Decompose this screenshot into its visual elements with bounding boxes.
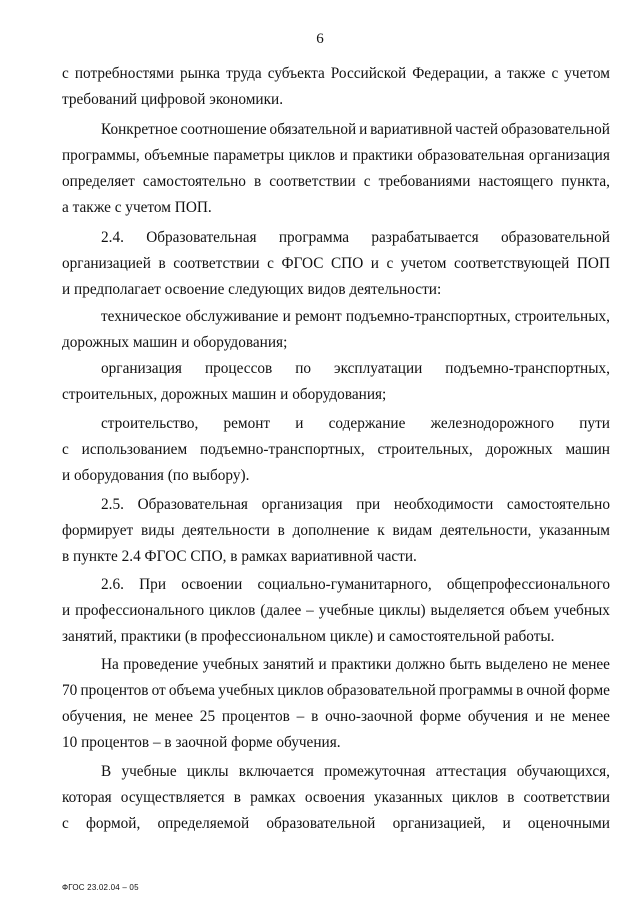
text-line: и предполагает освоение следующих видов деятельности: (62, 281, 442, 298)
word: образовательной (266, 815, 376, 832)
word: образовательной (500, 121, 610, 138)
word: и (359, 121, 368, 138)
text-line (101, 576, 610, 594)
word: процентов (221, 708, 290, 725)
word: самостоятельно (506, 496, 610, 513)
word: организацией (62, 255, 151, 272)
word: с (386, 255, 394, 272)
word: циклов (277, 682, 324, 699)
word: строительных, (514, 308, 610, 325)
word: ремонт (223, 415, 271, 432)
word: занятий (263, 656, 315, 673)
word: образовательная (417, 147, 525, 164)
word: Образовательная (146, 229, 257, 246)
word: образовательной (500, 229, 610, 246)
text-line: 10 процентов – в заочной форме обучения. (62, 734, 341, 751)
text-line (101, 229, 610, 247)
text-line (101, 763, 610, 781)
word: обслуживание (185, 308, 279, 325)
word: указанных (373, 789, 443, 806)
word: должно (395, 656, 446, 673)
word: формой, (86, 815, 141, 832)
word: объема (168, 682, 216, 699)
word: Конкретное (101, 121, 178, 138)
word: освоения (304, 789, 365, 806)
document-footer-code: ФГОС 23.02.04 – 05 (62, 883, 139, 892)
word: подъемно-транспортных, (200, 441, 365, 458)
word: труда (226, 65, 262, 82)
word: учебные (121, 763, 177, 780)
word: пункта, (561, 173, 610, 190)
word: программа (278, 229, 350, 246)
word: и (318, 656, 327, 673)
word: выделяется (430, 602, 505, 619)
word: не (133, 708, 148, 725)
word: 2.5. (101, 496, 124, 513)
word: – (296, 708, 305, 725)
word: образовательной (326, 682, 436, 699)
word: 25 (199, 708, 216, 725)
word: – (306, 602, 314, 619)
word: включается (238, 763, 314, 780)
word: менее (571, 656, 610, 673)
text-line (101, 360, 610, 378)
text-line (101, 308, 610, 326)
word: обязательной (269, 121, 357, 138)
word: циклов (451, 789, 499, 806)
word: дополнение (292, 522, 370, 539)
word: быть (449, 656, 482, 673)
word: программы (439, 682, 513, 699)
word: объемные (144, 147, 209, 164)
word: форме (568, 682, 610, 699)
word: аттестация (435, 763, 507, 780)
word: рамках (250, 789, 296, 806)
word: Образовательная (137, 496, 248, 513)
word: ремонт (295, 308, 342, 325)
word: подъемно-транспортных, (345, 308, 511, 325)
word: соответствии (523, 789, 610, 806)
word: требованиями (378, 173, 471, 190)
word: а (494, 65, 502, 82)
word: соответствии (269, 173, 356, 190)
text-line (62, 65, 610, 83)
word: строительство, (101, 415, 199, 432)
word: На (101, 656, 119, 673)
word: соответствующей (453, 255, 570, 272)
word: не (549, 708, 565, 725)
word: разрабатывается (371, 229, 479, 246)
word: обучения, (62, 708, 127, 725)
word: субъекта (267, 65, 325, 82)
word: в (158, 255, 166, 272)
word: определяемой (157, 815, 250, 832)
word: менее (154, 708, 194, 725)
text-line (62, 255, 610, 273)
word: и (339, 147, 348, 164)
text-line (101, 496, 610, 514)
word: соответствии (173, 255, 260, 272)
text-line (62, 522, 610, 540)
word: с (267, 255, 274, 272)
word: указанным (539, 522, 610, 539)
text-line: требований цифровой экономики. (62, 91, 284, 108)
word: 2.6. (101, 576, 124, 593)
word: организация (528, 147, 610, 164)
word: деятельности (182, 522, 270, 539)
word: проведение (123, 656, 199, 673)
word: учетом (564, 65, 610, 82)
word: самостоятельно (142, 173, 246, 190)
word: эксплуатации (334, 360, 423, 377)
word: также (507, 65, 546, 82)
word: циклов (209, 602, 256, 619)
word: организацией, (392, 815, 486, 832)
word: оценочными (527, 815, 610, 832)
word: учебных (553, 602, 610, 619)
text-line: строительных, дорожных машин и оборудования; (62, 386, 387, 403)
text-line (62, 789, 610, 807)
word: определяет (62, 173, 135, 190)
word: железнодорожного (430, 415, 555, 432)
text-line: и оборудования (по выбору). (62, 467, 250, 484)
word: общепрофессионального (446, 576, 610, 593)
word: строительных, (377, 441, 473, 458)
word: с (62, 65, 69, 82)
word: (далее (260, 602, 302, 619)
word: учебных (218, 682, 275, 699)
word: подъемно-транспортных, (445, 360, 610, 377)
word: в (233, 789, 241, 806)
word: циклов (288, 147, 336, 164)
word: При (139, 576, 167, 593)
word: и (370, 255, 379, 272)
word: и (295, 415, 304, 432)
word: осуществляется (120, 789, 225, 806)
word: частей (455, 121, 499, 138)
word: вариативной (370, 121, 453, 138)
word: виды (141, 522, 175, 539)
text-line (62, 682, 610, 700)
word: в (507, 789, 515, 806)
text-line (62, 441, 610, 459)
page-number: 6 (316, 31, 324, 47)
text-line (101, 121, 610, 139)
word: очной (526, 682, 566, 699)
text-line (62, 147, 610, 165)
word: циклы (186, 763, 229, 780)
text-line (62, 815, 610, 833)
word: учебных (202, 656, 259, 673)
text-line: дорожных машин и оборудования; (62, 334, 288, 351)
word: при (356, 496, 381, 513)
word: техническое (101, 308, 182, 325)
word: от (151, 682, 166, 699)
word: В (101, 763, 112, 780)
word: деятельности, (439, 522, 532, 539)
word: менее (571, 708, 610, 725)
word: очно-заочной (325, 708, 413, 725)
word: Российской (330, 65, 407, 82)
word: не (552, 656, 568, 673)
word: машин (565, 441, 610, 458)
word: к (377, 522, 385, 539)
word: программы, (62, 147, 140, 164)
word: обучения (467, 708, 529, 725)
word: дорожных (485, 441, 553, 458)
word: пути (579, 415, 610, 432)
word: и (534, 708, 544, 725)
word: по (295, 360, 312, 377)
word: форме (419, 708, 462, 725)
word: Федерации, (412, 65, 489, 82)
word: соотношение (180, 121, 267, 138)
word: потребностями (74, 65, 174, 82)
word: использованием (81, 441, 188, 458)
word: которая (62, 789, 112, 806)
text-line (62, 602, 610, 620)
text-line: в пункте 2.4 ФГОС СПО, в рамках вариативной части. (62, 548, 417, 565)
word: с (62, 815, 69, 832)
word: процентов (80, 682, 149, 699)
word: настоящего (478, 173, 554, 190)
word: практики (331, 656, 392, 673)
text-line: а также с учетом ПОП. (62, 199, 212, 216)
word: 2.4. (101, 229, 124, 246)
word: объем (509, 602, 550, 619)
word: рынка (179, 65, 221, 82)
word: и (502, 815, 511, 832)
word: с (551, 65, 559, 82)
word: социально-гуманитарного, (257, 576, 432, 593)
word: учетом (400, 255, 447, 272)
text-line (62, 173, 610, 191)
word: и (282, 308, 291, 325)
word: параметры (213, 147, 285, 164)
word: учебные (318, 602, 374, 619)
word: процессов (204, 360, 273, 377)
word: содержание (328, 415, 406, 432)
word: 70 (62, 682, 78, 699)
word: организация (101, 360, 182, 377)
word: циклы) (378, 602, 426, 619)
word: обучающихся, (516, 763, 610, 780)
word: в (516, 682, 524, 699)
word: с (62, 441, 69, 458)
word: необходимости (393, 496, 494, 513)
text-line (101, 415, 610, 433)
word: ФГОС (281, 255, 324, 272)
text-line (101, 656, 610, 674)
word: в (277, 522, 285, 539)
word: промежуточная (324, 763, 426, 780)
word: и (62, 602, 71, 619)
text-line: занятий, практики (в профессиональном цикле) и самостоятельной работы. (62, 628, 555, 645)
word: практики (352, 147, 413, 164)
word: в (311, 708, 319, 725)
text-line (62, 708, 610, 726)
word: с (363, 173, 371, 190)
word: в (253, 173, 262, 190)
word: видам (392, 522, 433, 539)
word: формирует (62, 522, 134, 539)
word: организация (261, 496, 343, 513)
word: выделено (485, 656, 548, 673)
word: ПОП (576, 255, 610, 272)
word: СПО (330, 255, 364, 272)
word: освоении (181, 576, 243, 593)
word: профессионального (75, 602, 205, 619)
